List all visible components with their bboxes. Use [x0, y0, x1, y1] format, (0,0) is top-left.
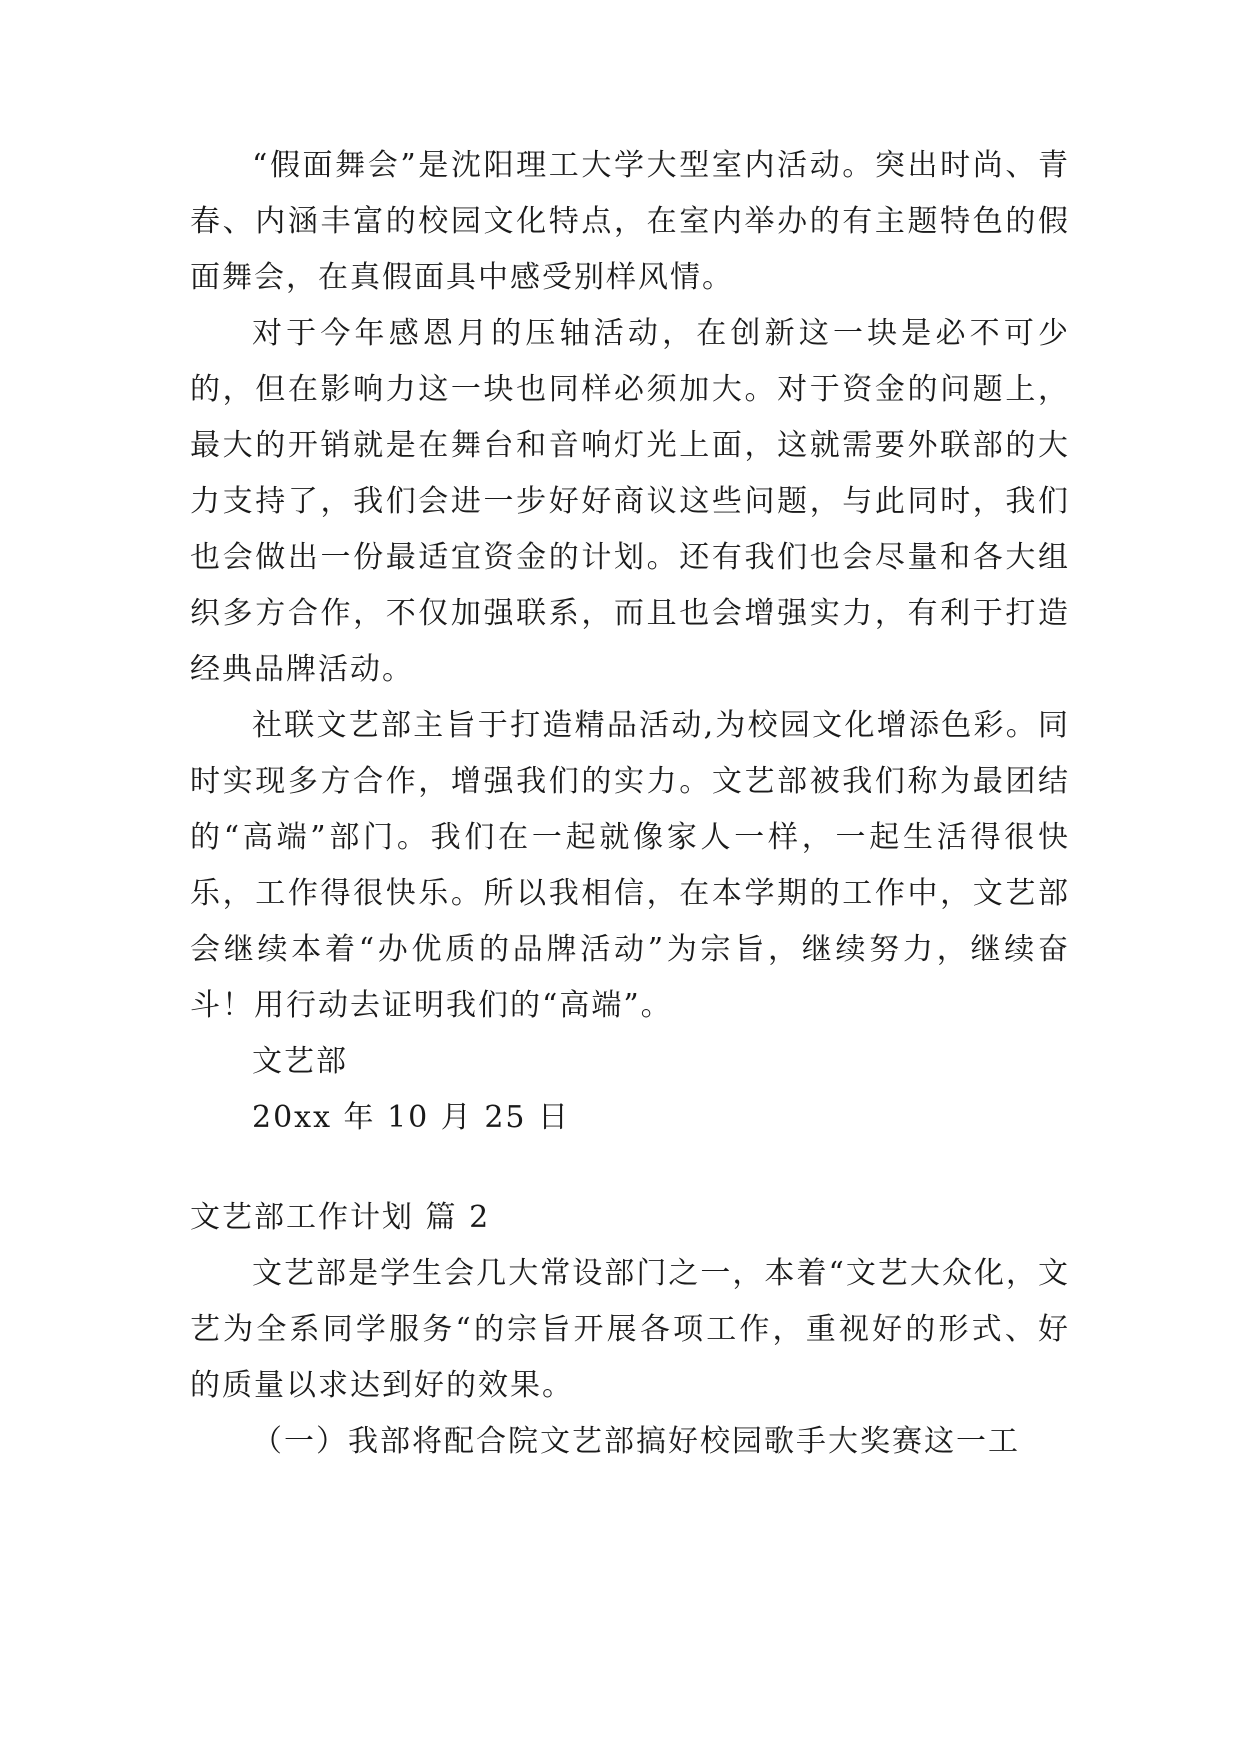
paragraph-department-aim: 社联文艺部主旨于打造精品活动,为校园文化增添色彩。同时实现多方合作，增强我们的实力。文艺部被我们称为最团结的“高端”部门。我们在一起就像家人一样，一起生活得很快乐，工作得很快乐。所以我相信，在本学期的工作中，文艺部会继续本着“办优质的品牌活动”为宗旨，继续努力，继续奋斗！用行动去证明我们的“高端”。 — [190, 708, 1070, 1023]
signature-date: 20xx 年 10 月 25 日 — [252, 1100, 571, 1135]
signature: 文艺部 — [252, 1044, 348, 1079]
paragraph-item-one: （一）我部将配合院文艺部搞好校园歌手大奖赛这一工 — [252, 1424, 1020, 1459]
section-heading: 文艺部工作计划 篇 2 — [190, 1200, 491, 1235]
document-page — [190, 138, 1070, 1470]
paragraph-masquerade: “假面舞会”是沈阳理工大学大型室内活动。突出时尚、青春、内涵丰富的校园文化特点，在室内举办的有主题特色的假面舞会，在真假面具中感受别样风情。 — [190, 148, 1070, 295]
paragraph-finale-activity: 对于今年感恩月的压轴活动，在创新这一块是必不可少的，但在影响力这一块也同样必须加大。对于资金的问题上，最大的开销就是在舞台和音响灯光上面，这就需要外联部的大力支持了，我们会进一步好好商议这些问题，与此同时，我们也会做出一份最适宜资金的计划。还有我们也会尽量和各大组织多方合作，不仅加强联系，而且也会增强实力，有利于打造经典品牌活动。 — [190, 316, 1070, 687]
paragraph-department-intro: 文艺部是学生会几大常设部门之一，本着“文艺大众化，文艺为全系同学服务“的宗旨开展各项工作，重视好的形式、好的质量以求达到好的效果。 — [190, 1256, 1070, 1403]
